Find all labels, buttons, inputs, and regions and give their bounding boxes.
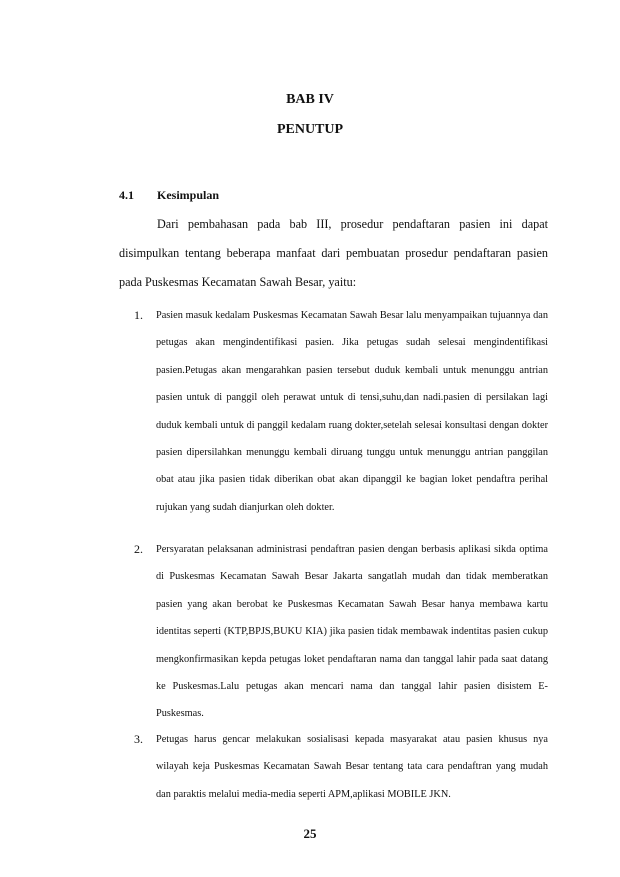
list-item-number: 3. — [134, 732, 143, 746]
list-item — [119, 536, 548, 728]
page-number: 25 — [303, 826, 317, 841]
list-item-text: Petugas harus gencar melakukan sosialisasi kepada masyarakat atau pasien khusus nya wilayah keja Puskesmas Kecamatan Sawah Besar tentang tata cara pendaftran yang mudah dan paraktis melalui media-media seperti APM,aplikasi MOBILE JKN. — [156, 734, 548, 800]
list-item — [119, 726, 548, 808]
list-item-number: 2. — [134, 542, 143, 556]
section-number: 4.1 — [119, 188, 134, 202]
list-item-text: Persyaratan pelaksanan administrasi pendaftran pasien dengan berbasis aplikasi sikda optima di Puskesmas Kecamatan Sawah Besar Jakarta sangatlah mudah dan tidak memberatkan pasien yang akan berobat ke Puskesmas Kecamatan Sawah Besar hanya membawa kartu identitas seperti (KTP,BPJS,BUKU KIA) jika pasien tidak membawak indentitas pasien cukup mengkonfirmasikan kepda petugas loket pendaftaran nama dan tanggal lahir pada saat datang ke Puskesmas.Lalu petugas akan mencari nama dan tanggal lahir pasien disistem E-Puskesmas. — [156, 544, 548, 720]
chapter-heading: BAB IV — [286, 92, 334, 107]
section-title: Kesimpulan — [157, 188, 220, 202]
intro-paragraph: Dari pembahasan pada bab III, prosedur pendaftaran pasien ini dapat disimpulkan tentang beberapa manfaat dari pembuatan prosedur pendaftaran pasien pada Puskesmas Kecamatan Sawah Besar, yaitu: — [119, 217, 548, 289]
list-item — [119, 302, 548, 521]
chapter-title: PENUTUP — [276, 122, 344, 137]
list-item-number: 1. — [134, 308, 143, 322]
list-item-text: Pasien masuk kedalam Puskesmas Kecamatan Sawah Besar lalu menyampaikan tujuannya dan petugas akan mengindentifikasi pasien. Jika petugas sudah selesai mengindentifikasi pasien.Petugas akan mengarahkan pasien tersebut duduk kembali untuk menunggu antrian pasien untuk di panggil oleh perawat untuk di tensi,suhu,dan nadi.pasien di persilakan lagi duduk kembali untuk di panggil kedalam ruang dokter,setelah selesai konsultasi dengan dokter pasien dipersilahkan menunggu kembali diruang tunggu untuk menunggu antrian panggilan obat atau jika pasien tidak diberikan obat akan dipanggil ke bagian loket pendaftra perihal rujukan yang sudah dianjurkan oleh dokter. — [156, 310, 548, 513]
